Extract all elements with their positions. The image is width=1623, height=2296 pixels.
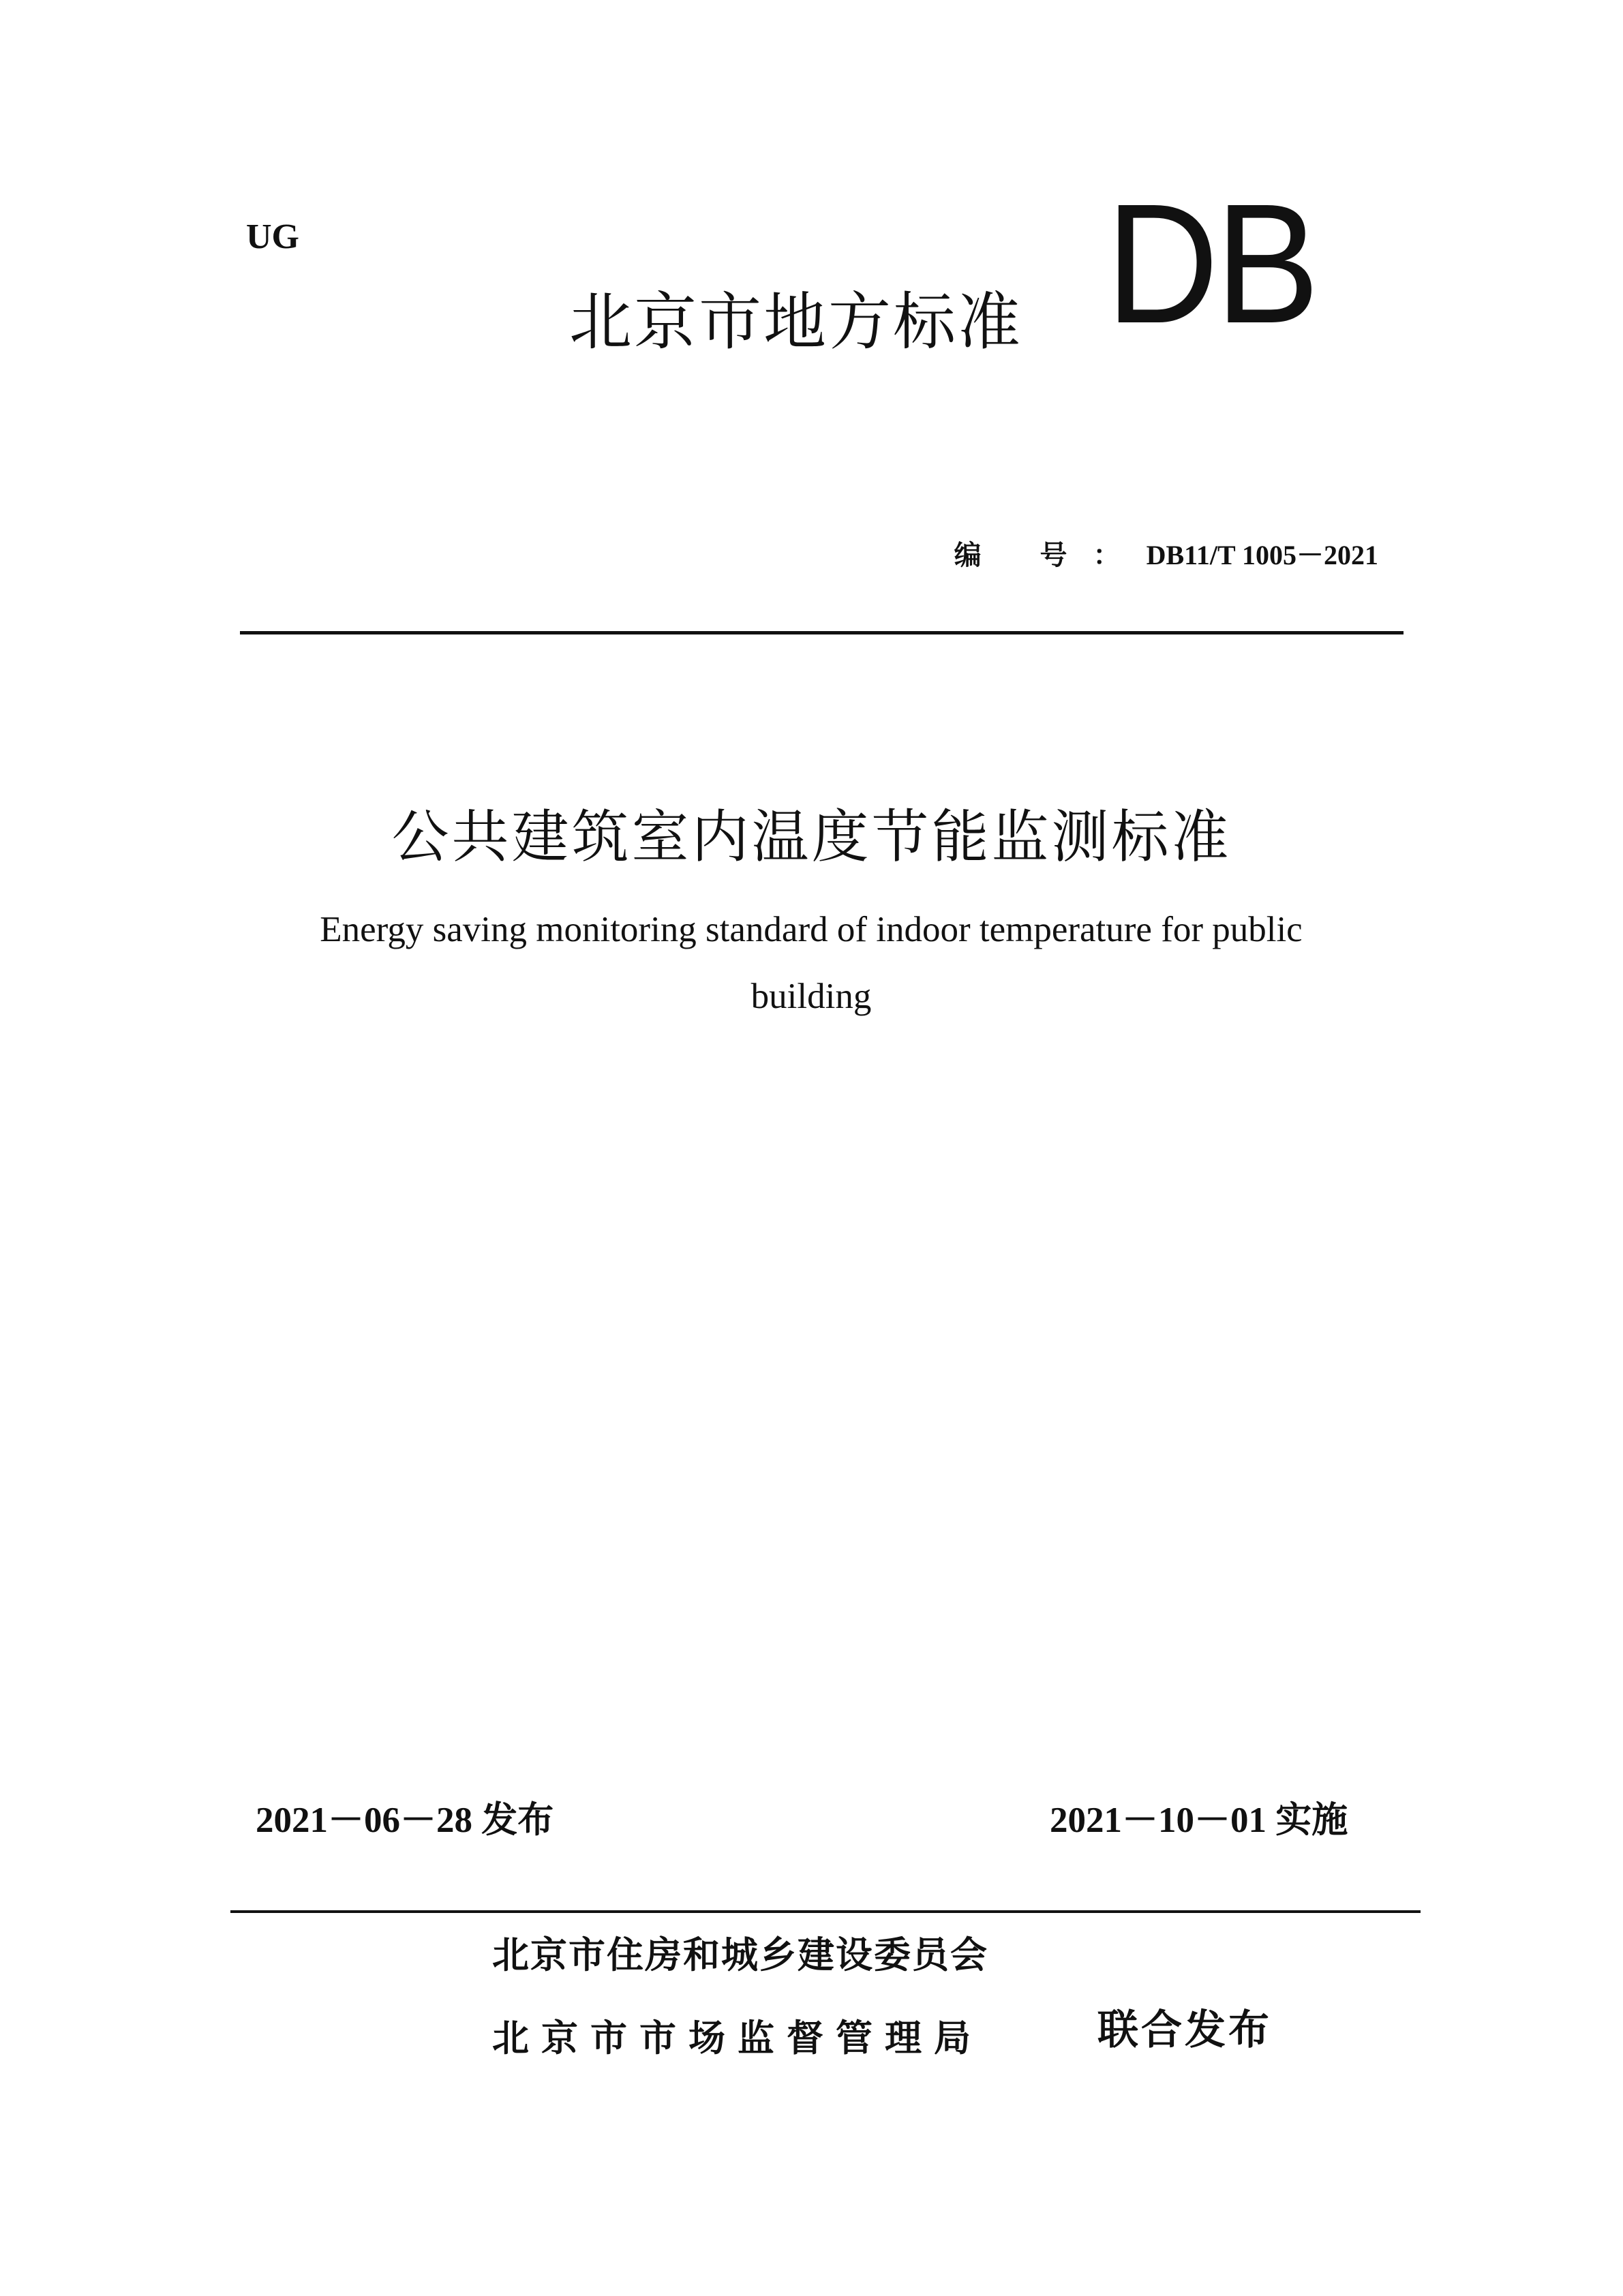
joint-release-label: 联合发布 xyxy=(1097,2006,1272,2054)
footer-divider xyxy=(230,1910,1421,1913)
document-number-value: DB11/T 1005－2021 xyxy=(1146,540,1378,570)
document-number xyxy=(954,538,1378,572)
header-divider xyxy=(240,631,1404,634)
issuer-housing-commission: 北京市住房和城乡建设委员会 xyxy=(492,1933,988,1976)
title-chinese: 公共建筑室内温度节能监测标准 xyxy=(391,803,1232,870)
standard-mark: DB xyxy=(1106,168,1316,358)
publish-date: 2021－06－28 发布 xyxy=(256,1801,554,1840)
issuer-market-regulation: 北京市市场监督管理局 xyxy=(492,2017,983,2060)
document-number-label: 编 号： xyxy=(954,540,1147,570)
series-title: 北京市地方标准 xyxy=(569,286,1023,358)
effective-date: 2021－10－01 实施 xyxy=(1050,1801,1348,1840)
category-code: UG xyxy=(246,217,299,256)
title-english: Energy saving monitoring standard of indoor temperature for public building xyxy=(320,910,1303,1016)
